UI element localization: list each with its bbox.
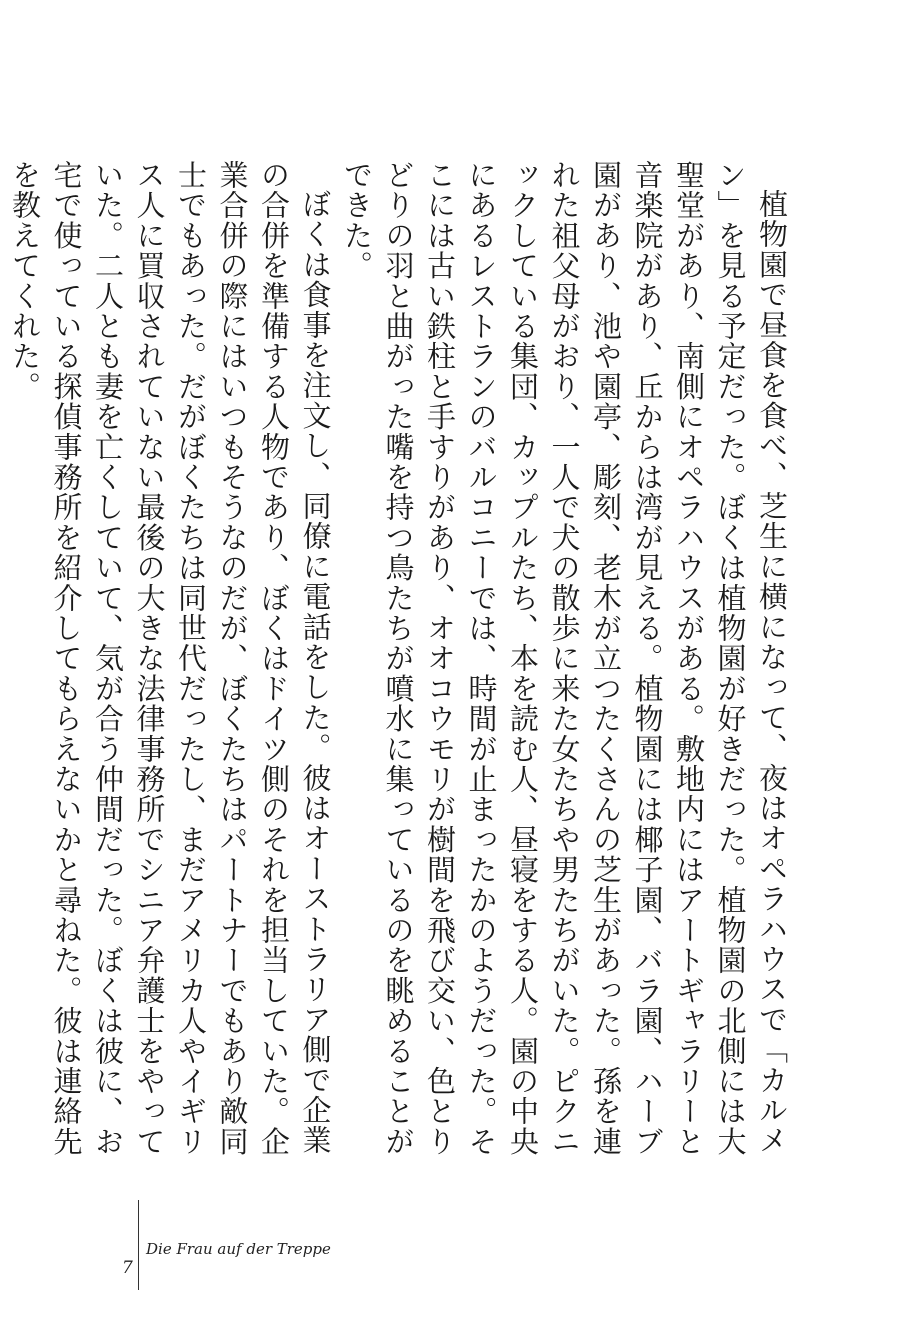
paragraph-1: 植物園で昼食を食べ、芝生に横になって、夜はオペラハウスで「カルメン」を見る予定だった。ぼくは植物園が好きだった。植物園の北側には大聖堂があり、南側にオペラハウスがある。敷地内にはアートギャラリーと音楽院があり、丘からは湾が見える。植物園には椰子園、バラ園、ハーブ園があり、池や園亭、彫刻、老木が立つたくさんの芝生があった。孫を連れた祖父母がおり、一人で犬の散歩に来た女たちや男たちがいた。ピクニックしている集団、カップルたち、本を読む人、昼寝をする人。園の中央にあるレストランのバルコニーでは、時間が止まったかのようだった。そこには古い鉄柱と手すりがあり、オオコウモリが樹間を飛び交い、色とりどりの羽と曲がった嘴を持つ鳥たちが噴水に集っているのを眺めることができた。 [340,160,789,1157]
body-text [0,160,792,1160]
footer-divider [138,1200,139,1290]
paragraph-2: ぼくは食事を注文し、同僚に電話をした。彼はオーストラリア側で企業の合併を準備する人物であり、ぼくはドイツ側のそれを担当していた。企業合併の際にはいつもそうなのだが、ぼくたちはパートナーでもあり敵同士でもあった。だがぼくたちは同世代だったし、まだアメリカ人やイギリス人に買収されていない最後の大きな法律事務所でシニア弁護士をやっていた。二人とも妻を亡くしていて、気が合う仲間だった。ぼくは彼に、お宅で使っている探偵事務所を紹介してもらえないかと尋ねた。彼は連絡先を教えてくれた。 [8,160,333,1157]
running-title: Die Frau auf der Treppe [146,1240,331,1258]
page-number: 7 [122,1258,133,1278]
dialog-line-1 [0,160,4,1160]
